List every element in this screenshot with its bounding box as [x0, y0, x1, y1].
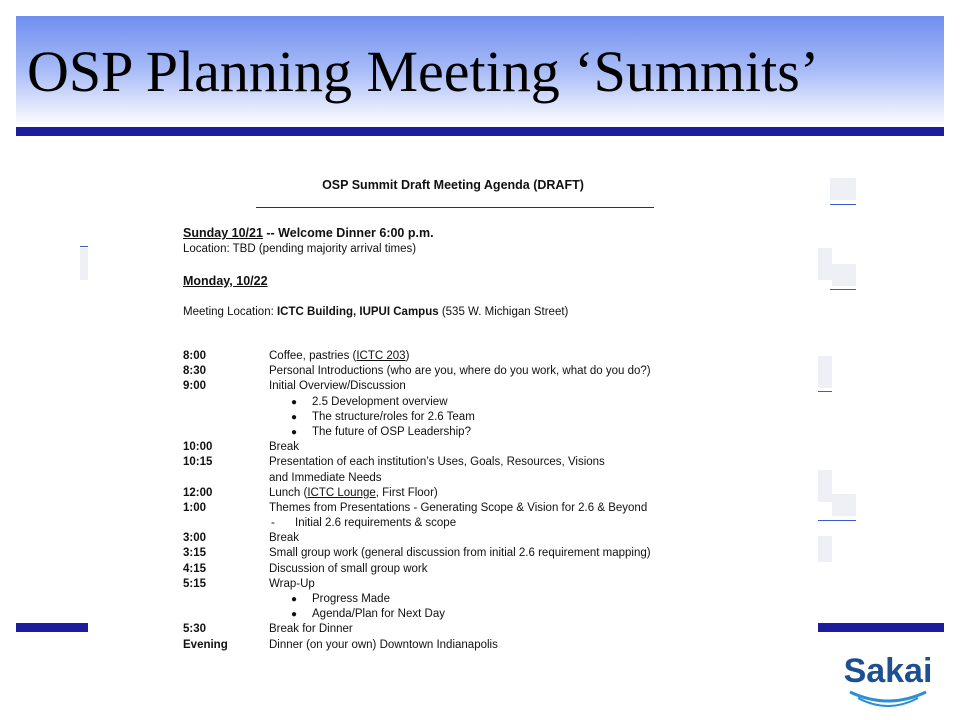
- ghost-artifact: [80, 248, 88, 280]
- meeting-location-label: Meeting Location:: [183, 306, 277, 318]
- ghost-artifact: [80, 246, 88, 247]
- agenda-item-text-post: , First Floor): [375, 486, 438, 499]
- agenda-time: 4:15: [183, 562, 207, 575]
- agenda-item-text: The structure/roles for 2.6 Team: [312, 410, 475, 423]
- meeting-location-building: ICTC Building, IUPUI Campus: [276, 306, 439, 318]
- bullet-icon: ●: [291, 609, 298, 621]
- agenda-item-text: Presentation of each institution’s Uses, Goals, Resources, Visions: [269, 456, 605, 469]
- agenda-row: [183, 486, 803, 501]
- bullet-icon: ●: [291, 426, 298, 438]
- agenda-item-text: and Immediate Needs: [269, 471, 382, 484]
- ghost-artifact: [818, 470, 832, 502]
- agenda-time: 12:00: [183, 486, 213, 499]
- sunday-event: -- Welcome Dinner 6:00 p.m.: [262, 226, 434, 240]
- agenda-row: [183, 501, 803, 516]
- agenda-item-text-pre: Lunch (: [269, 486, 308, 499]
- agenda-time: 8:00: [183, 350, 207, 362]
- agenda-row: [183, 471, 803, 486]
- agenda-document: [88, 164, 818, 660]
- agenda-time: 1:00: [183, 501, 207, 514]
- agenda-item-text: [269, 349, 409, 364]
- agenda-row: [183, 546, 803, 561]
- bullet-icon: ●: [291, 396, 298, 408]
- agenda-time: Evening: [183, 638, 228, 651]
- meeting-location: [183, 306, 568, 318]
- agenda-row: [183, 638, 803, 653]
- agenda-time: 10:00: [183, 441, 213, 454]
- agenda-row: [183, 622, 803, 637]
- ghost-artifact: [832, 494, 856, 516]
- agenda-row: [183, 455, 803, 470]
- agenda-time: 5:15: [183, 577, 207, 590]
- slide-title: OSP Planning Meeting ‘Summits’: [27, 39, 820, 104]
- agenda-row: [183, 349, 803, 364]
- agenda-row: [183, 410, 803, 425]
- ghost-artifact: [832, 264, 856, 286]
- agenda-item-text: Break for Dinner: [269, 623, 353, 636]
- agenda-row: [183, 425, 803, 440]
- agenda-item-text: Agenda/Plan for Next Day: [312, 608, 445, 621]
- agenda-item-text: Initial Overview/Discussion: [269, 380, 406, 393]
- top-rule: [16, 127, 944, 136]
- agenda-time: 10:15: [183, 456, 213, 469]
- ghost-artifact: [818, 248, 832, 280]
- sunday-location: Location: TBD (pending majority arrival times): [183, 243, 417, 255]
- agenda-item-text: Wrap-Up: [269, 577, 315, 590]
- agenda-item-text-post: ): [405, 350, 410, 362]
- agenda-time: 3:15: [183, 547, 207, 560]
- ghost-artifact: [818, 391, 832, 392]
- agenda-row: [183, 516, 803, 531]
- ghost-artifact: [818, 536, 832, 562]
- sakai-logo: [838, 644, 938, 714]
- agenda-row: [183, 577, 803, 592]
- agenda-time: 9:00: [183, 380, 207, 393]
- ghost-artifact: [830, 178, 856, 200]
- agenda-item-text: The future of OSP Leadership?: [312, 425, 471, 438]
- ghost-artifact: [830, 204, 856, 205]
- bullet-icon: ●: [291, 411, 298, 423]
- agenda-item-text: Personal Introductions (who are you, where do you work, what do you do?): [269, 365, 651, 378]
- ghost-artifact: [830, 289, 856, 290]
- agenda-row: [183, 607, 803, 622]
- sunday-heading: [183, 226, 434, 240]
- sunday-date: Sunday 10/21: [183, 226, 263, 240]
- agenda-item-text: Break: [269, 441, 300, 454]
- agenda-title-rule: [256, 207, 654, 208]
- agenda-row: [183, 395, 803, 410]
- agenda-row: [183, 592, 803, 607]
- agenda-item-text: Small group work (general discussion from initial 2.6 requirement mapping): [269, 547, 651, 560]
- location-link[interactable]: ICTC 203: [356, 350, 406, 362]
- agenda-row: [183, 531, 803, 546]
- agenda-item-text: Themes from Presentations - Generating Scope & Vision for 2.6 & Beyond: [269, 501, 648, 514]
- agenda-item-text: Progress Made: [312, 593, 390, 605]
- agenda-item-text: [269, 486, 438, 501]
- agenda-row: [183, 379, 803, 394]
- sakai-logo-text: Sakai: [843, 652, 933, 690]
- agenda-time: 8:30: [183, 365, 207, 378]
- agenda-item-text: Break: [269, 532, 300, 545]
- agenda-item-text: Initial 2.6 requirements & scope: [295, 517, 457, 530]
- agenda-time: 5:30: [183, 623, 207, 636]
- meeting-location-address: (535 W. Michigan Street): [438, 306, 569, 318]
- dash-icon: -: [271, 517, 275, 530]
- agenda-item-text: Discussion of small group work: [269, 562, 428, 575]
- agenda-time: 3:00: [183, 532, 207, 545]
- bullet-icon: ●: [291, 594, 298, 605]
- agenda-row: [183, 562, 803, 577]
- agenda-schedule: [183, 349, 803, 653]
- agenda-row: [183, 440, 803, 455]
- agenda-item-text-pre: Coffee, pastries (: [269, 350, 357, 362]
- location-link[interactable]: ICTC Lounge: [307, 486, 376, 499]
- ghost-artifact: [818, 520, 856, 521]
- agenda-row: [183, 364, 803, 379]
- ghost-artifact: [818, 356, 832, 388]
- agenda-item-text: 2.5 Development overview: [312, 395, 448, 408]
- monday-heading: Monday, 10/22: [183, 274, 268, 288]
- agenda-title: OSP Summit Draft Meeting Agenda (DRAFT): [322, 178, 584, 192]
- agenda-item-text: Dinner (on your own) Downtown Indianapolis: [269, 638, 498, 651]
